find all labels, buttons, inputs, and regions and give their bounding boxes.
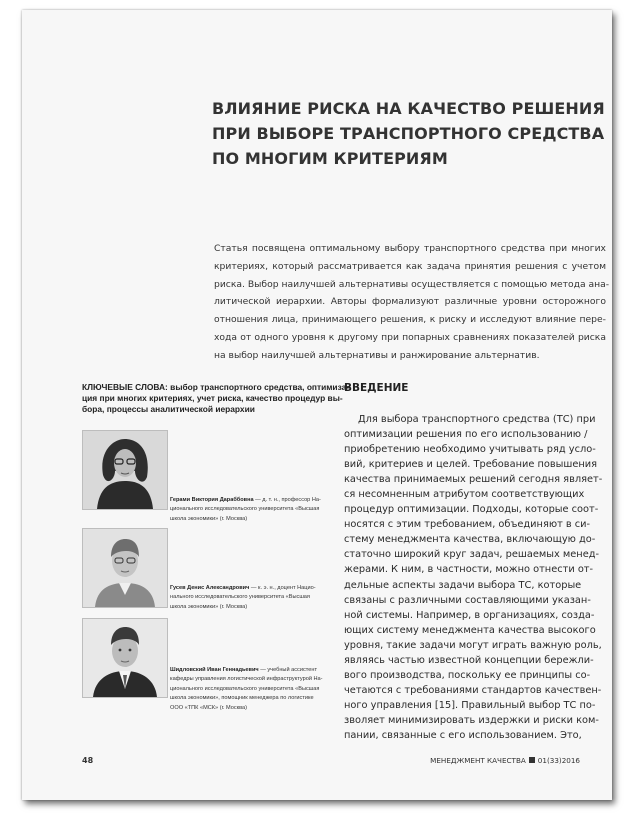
author-info-gerami [170, 496, 326, 524]
abstract-line: Статья посвящена оптимальному выбору транспортного средства при многих [214, 243, 606, 254]
journal-issue: 01(33)2016 [537, 756, 580, 765]
body-line: ся несомненным атрибутом соответствующих [344, 489, 585, 501]
body-line: пании, связанные с его использованием. Это, [344, 729, 582, 741]
author-affiliation: нального исследовательского университета «Высшая [170, 594, 310, 601]
title-line: ПРИ ВЫБОРЕ ТРАНСПОРТНОГО СРЕДСТВА [212, 124, 605, 143]
body-line: ющих систему менеджмента качества высокого [344, 624, 596, 636]
body-line: ного управления [15]. Правильный выбор ТС по- [344, 699, 596, 711]
body-line: ной системы. Например, в организациях, созда- [344, 609, 595, 621]
body-line: дельные аспекты задачи выбора ТС, которые [344, 579, 582, 591]
article-page [22, 10, 612, 800]
keywords [82, 382, 350, 415]
body-line: связаны с различными составляющими указан- [344, 594, 591, 606]
author-affiliation: ционального исследовательского университета «Высшая [170, 685, 320, 692]
author-photo-gerami [82, 430, 168, 510]
keywords-line: ция при многих критериях, учет риска, качество процедур вы- [82, 393, 343, 403]
body-line: носятся с этим требованием, объединяют в си- [344, 519, 591, 531]
author-info-shidlovsky [170, 666, 326, 713]
title-line: ПО МНОГИМ КРИТЕРИЯМ [212, 149, 448, 168]
author-name: Герами Виктория Дараббовна [170, 497, 254, 503]
author-photo-gusev [82, 528, 168, 608]
author-affiliation: — учебный ассистент [258, 667, 318, 673]
abstract-line: хода от одного уровня к другому при попарных сравнениях показателей риска [214, 331, 606, 343]
body-line: уровня, такие задачи могут играть важную роль, [344, 639, 602, 651]
portrait-man-icon [83, 529, 167, 607]
body-line: стему менеджмента качества, включающую до- [344, 534, 596, 546]
body-line: являясь частью известной концепции бережли- [344, 654, 594, 666]
body-line: зволяет минимизировать издержки и риски ком- [344, 714, 599, 726]
author-name: Шидловский Иван Геннадьевич [170, 667, 259, 673]
body-line: качества принимаемых решений сегодня являет- [344, 474, 603, 486]
square-bullet-icon [529, 757, 535, 763]
page-number: 48 [82, 756, 94, 765]
journal-name: МЕНЕДЖМЕНТ КАЧЕСТВА [430, 756, 526, 765]
keywords-line: КЛЮЧЕВЫЕ СЛОВА: выбор транспортного средства, оптимиза- [82, 382, 350, 392]
abstract-line: критериях, который рассматривается как задача принятия решения с учетом [214, 260, 606, 272]
abstract-line: отношения лица, принимающего решения, к риску и исследуют влияние пере- [214, 314, 606, 326]
portrait-woman-icon [83, 431, 167, 509]
body-line: жерами. К ним, в частности, можно отнести от- [344, 564, 594, 576]
abstract-line: литической иерархии. Авторы формализуют различные уровни осторожного [214, 296, 606, 308]
author-affiliation: школа экономики» (г. Москва) [170, 603, 248, 610]
author-affiliation: — к. э. н., доцент Нацио- [249, 585, 316, 591]
keywords-line: бора, процессы аналитической иерархии [82, 404, 255, 414]
journal-footer [430, 756, 580, 765]
body-line: четаются с требованиями стандартов качествен- [344, 684, 602, 696]
author-photo-shidlovsky [82, 618, 168, 698]
author-affiliation: школа экономики», помощник менеджера по логистике [170, 695, 314, 702]
body-line: процедур оптимизации. Подходы, которые соот- [344, 504, 599, 516]
article-title [212, 96, 605, 171]
author-name: Гусев Денис Александрович [170, 585, 250, 591]
abstract-line: на выбор наилучшей альтернативы и ранжирование альтернатив. [214, 349, 540, 361]
author-affiliation: — д. т. н., профессор На- [253, 497, 321, 503]
body-line: статочно широкий круг задач, решаемых менед- [344, 549, 600, 561]
author-affiliation: кафедры управления логистической инфраструктурой На- [170, 676, 323, 683]
title-line: ВЛИЯНИЕ РИСКА НА КАЧЕСТВО РЕШЕНИЯ [212, 99, 605, 118]
author-affiliation: ционального исследовательского университета «Высшая [170, 506, 320, 513]
body-line: оптимизации решения по его использованию / [344, 429, 588, 441]
body-line: Для выбора транспортного средства (ТС) при [358, 414, 596, 425]
author-info-gusev [170, 584, 326, 612]
introduction-body [344, 412, 606, 743]
body-line: приобретению необходимо учитывать ряд усло- [344, 444, 596, 456]
abstract [214, 240, 610, 365]
abstract-line: риска. Выбор наилучшей альтернативы осуществляется с помощью метода ана- [214, 278, 610, 290]
body-line: вого производства, поскольку ее принципы со- [344, 669, 591, 681]
body-line: вий, критериев и целей. Требование повышения [344, 459, 598, 471]
portrait-man-icon [83, 619, 167, 697]
author-affiliation: ООО «ТПК «МСК» (г. Москва) [170, 704, 247, 711]
section-title-introduction: ВВЕДЕНИЕ [344, 382, 409, 394]
author-affiliation: школа экономики» (г. Москва) [170, 515, 248, 522]
